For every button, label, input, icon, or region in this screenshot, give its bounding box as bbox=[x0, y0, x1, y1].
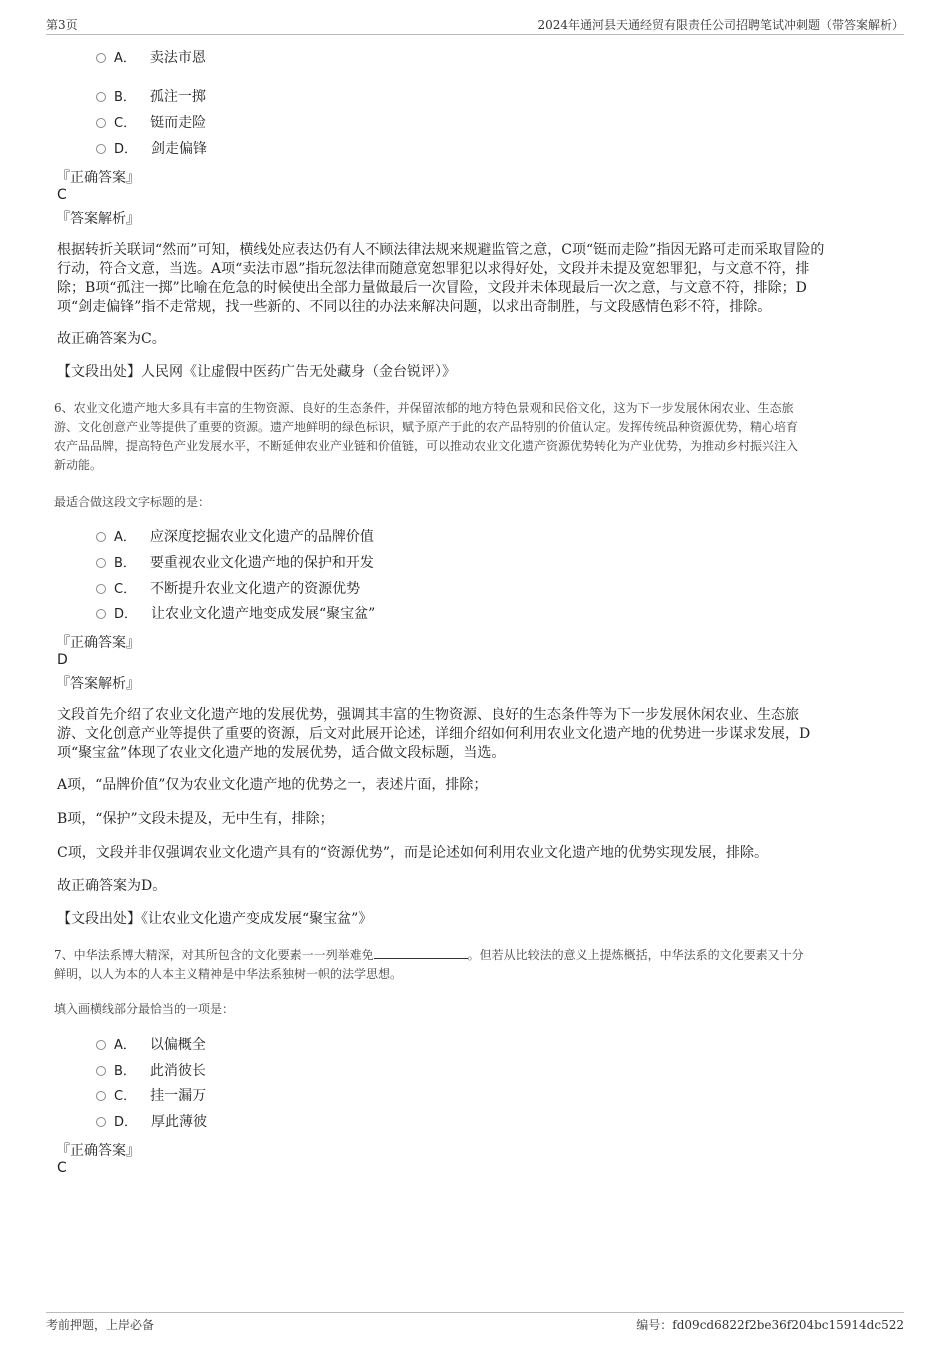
question-stem: 6、农业文化遗产地大多具有丰富的生物资源、良好的生态条件，并保留浓郁的地方特色景观和民俗文化，这为下一步发展休闲农业、生态旅 游、文化创意产业等提供了重要的资源。遗产地鲜明的绿色标识，赋予原产于此的农产品特别的价值认定。发挥传统品种资源优势，精心培育 农产品品牌，提高特色产业发展水平，不断延伸农业产业链和价值链，可以推动农业文化遗产资源优势转化为产业优势，为推动乡村振兴注入 新动能。 bbox=[54, 401, 799, 472]
document-title: 2024年通河县天通经贸有限责任公司招聘笔试冲刺题（带答案解析） bbox=[537, 18, 904, 32]
q5-option-c[interactable]: C． 铤而走险 bbox=[96, 113, 206, 133]
radio-icon[interactable] bbox=[96, 1066, 106, 1076]
radio-icon[interactable] bbox=[96, 1091, 106, 1101]
q7-option-b[interactable]: B． 此消彼长 bbox=[96, 1061, 206, 1081]
analysis-text: 根据转折关联词“然而”可知，横线处应表达仍有人不顾法律法规来规避监管之意，C项“铤而走险”指因无路可走而采取冒险的 行动，符合文意，当选。A项“卖法市恩”指玩忽法律而随意宽恕罪犯以求得好处，文段并未提及宽恕罪犯，与文意不符，排 除；B项“孤注一掷”比喻在危急的时候使出全部力量做最后一次冒险，文段并未体现最后一次之意，与文意不符，排除；D 项“剑走偏锋”指不走常规，找一些新的、不同以往的办法来解决问题，以求出奇制胜，与文段感情色彩不符，排除。 bbox=[57, 242, 825, 315]
page-header bbox=[46, 14, 904, 35]
q6-option-a[interactable]: A． 应深度挖掘农业文化遗产的品牌价值 bbox=[96, 527, 374, 547]
q7-option-c[interactable]: C． 挂一漏万 bbox=[96, 1086, 206, 1106]
analysis-label: 『答案解析』 bbox=[56, 211, 140, 227]
radio-icon[interactable] bbox=[96, 92, 106, 102]
document-id: 编号：fd09cd6822f2be36f204bc15914dc522 bbox=[636, 1318, 904, 1332]
question-prompt: 最适合做这段文字标题的是： bbox=[54, 495, 211, 509]
fill-blank bbox=[374, 946, 468, 959]
answer-label: 『正确答案』 bbox=[56, 170, 140, 186]
analysis-label: 『答案解析』 bbox=[56, 676, 140, 692]
radio-icon[interactable] bbox=[96, 609, 106, 619]
explanation-c: C项，文段并非仅强调农业文化遗产具有的“资源优势”，而是论述如何利用农业文化遗产地的优势实现发展，排除。 bbox=[57, 845, 769, 861]
q7-option-a[interactable]: A． 以偏概全 bbox=[96, 1035, 206, 1055]
explanation-b: B项，“保护”文段未提及，无中生有，排除； bbox=[57, 811, 334, 827]
q6-option-d[interactable]: D． 让农业文化遗产地变成发展“聚宝盆” bbox=[96, 604, 375, 624]
answer-value: D bbox=[57, 652, 68, 668]
q7-option-d[interactable]: D． 厚此薄彼 bbox=[96, 1112, 207, 1132]
q6-option-c[interactable]: C． 不断提升农业文化遗产的资源优势 bbox=[96, 579, 360, 599]
radio-icon[interactable] bbox=[96, 558, 106, 568]
radio-icon[interactable] bbox=[96, 532, 106, 542]
answer-label: 『正确答案』 bbox=[56, 1143, 140, 1159]
radio-icon[interactable] bbox=[96, 118, 106, 128]
page-footer bbox=[46, 1312, 904, 1337]
source-citation: 【文段出处】人民网《让虚假中医药广告无处藏身（金台锐评）》 bbox=[57, 364, 456, 380]
conclusion: 故正确答案为D。 bbox=[57, 878, 167, 894]
answer-value: C bbox=[57, 187, 67, 203]
footer-slogan: 考前押题，上岸必备 bbox=[46, 1318, 155, 1332]
q5-option-a[interactable]: A． 卖法市恩 bbox=[96, 48, 206, 68]
page-number: 第3页 bbox=[46, 18, 78, 32]
q5-option-d[interactable]: D． 剑走偏锋 bbox=[96, 139, 207, 159]
answer-label: 『正确答案』 bbox=[56, 635, 140, 651]
question-prompt: 填入画横线部分最恰当的一项是： bbox=[54, 1002, 235, 1016]
radio-icon[interactable] bbox=[96, 1117, 106, 1127]
radio-icon[interactable] bbox=[96, 584, 106, 594]
radio-icon[interactable] bbox=[96, 1040, 106, 1050]
radio-icon[interactable] bbox=[96, 144, 106, 154]
answer-value: C bbox=[57, 1160, 67, 1176]
source-citation: 【文段出处】《让农业文化遗产变成发展“聚宝盆”》 bbox=[57, 911, 373, 927]
q6-option-b[interactable]: B． 要重视农业文化遗产地的保护和开发 bbox=[96, 553, 374, 573]
radio-icon[interactable] bbox=[96, 53, 106, 63]
conclusion: 故正确答案为C。 bbox=[57, 331, 166, 347]
analysis-text: 文段首先介绍了农业文化遗产地的发展优势，强调其丰富的生物资源、良好的生态条件等为下一步发展休闲农业、生态旅 游、文化创意产业等提供了重要的资源，后文对此展开论述，详细介绍如何利用农业文化遗产地的优势进一步谋求发展，D 项“聚宝盆”体现了农业文化遗产地的发展优势，适合做文段标题，当选。 bbox=[57, 707, 811, 761]
q5-option-b[interactable]: B． 孤注一掷 bbox=[96, 87, 206, 107]
explanation-a: A项，“品牌价值”仅为农业文化遗产地的优势之一，表述片面，排除； bbox=[57, 777, 488, 793]
question-stem: 7、中华法系博大精深，对其所包含的文化要素一一列举难免 。但若从比较法的意义上提炼概括，中华法系的文化要素又十分 鲜明，以人为本的人本主义精神是中华法系独树一帜的法学思想。 bbox=[54, 948, 804, 981]
